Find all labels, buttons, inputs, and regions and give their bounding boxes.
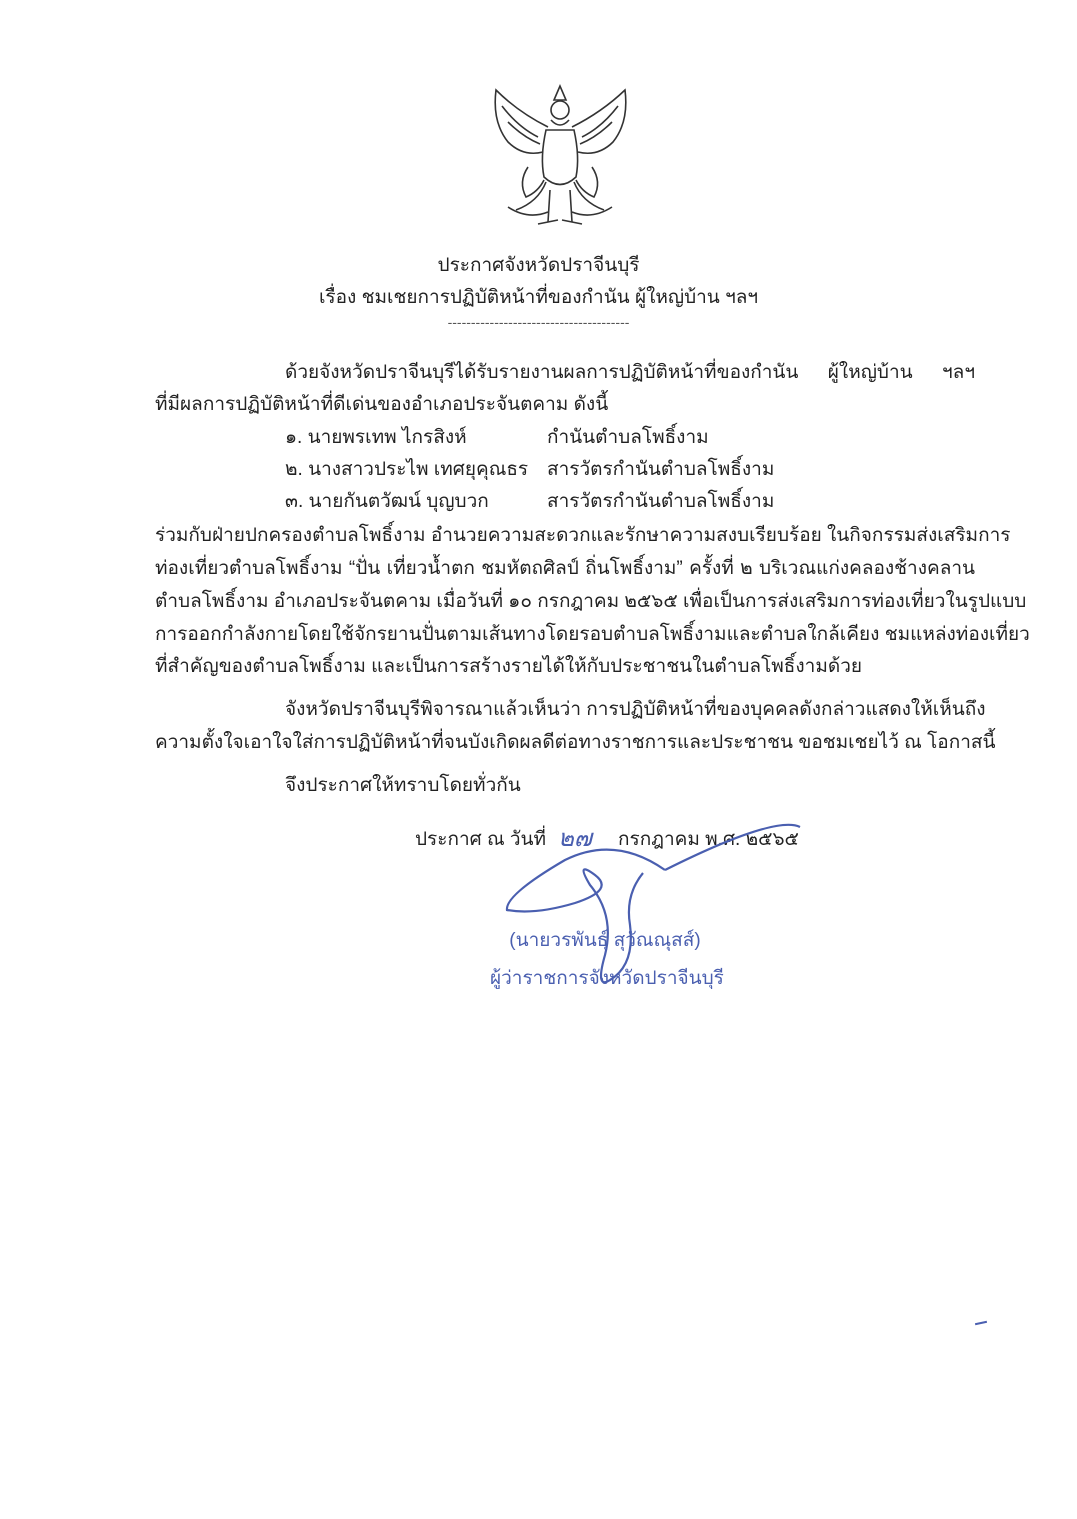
document-subject: เรื่อง ชมเชยการปฏิบัติหน้าที่ของกำนัน ผู้ใหญ่บ้าน ฯลฯ xyxy=(318,287,759,308)
person-role: สารวัตรกำนันตำบลโพธิ์งาม xyxy=(547,491,775,512)
paragraph2-line: ร่วมกับฝ่ายปกครองตำบลโพธิ์งาม อำนวยความสะดวกและรักษาความสงบเรียบร้อย ในกิจกรรมส่งเสริมการ xyxy=(155,525,1011,546)
divider: --------------------------------------- xyxy=(447,314,630,330)
person-name: ๑. นายพรเทพ ไกรสิงห์ xyxy=(285,427,467,448)
paragraph1-line: ด้วยจังหวัดปราจีนบุรีได้รับรายงานผลการปฏิบัติหน้าที่ของกำนัน ผู้ใหญ่บ้าน ฯลฯ xyxy=(285,362,975,383)
paragraph1-line: ที่มีผลการปฏิบัติหน้าที่ดีเด่นของอำเภอประจันตคาม ดังนี้ xyxy=(155,394,609,415)
ink-mark xyxy=(975,1321,987,1325)
document-title: ประกาศจังหวัดปราจีนบุรี xyxy=(437,255,640,276)
person-role: สารวัตรกำนันตำบลโพธิ์งาม xyxy=(547,459,775,480)
person-name: ๓. นายกันตวัฒน์ บุญบวก xyxy=(285,491,489,512)
person-role: กำนันตำบลโพธิ์งาม xyxy=(547,427,709,448)
paragraph2-line: การออกกำลังกายโดยใช้จักรยานปั่นตามเส้นทางโดยรอบตำบลโพธิ์งามและตำบลใกล้เคียง ชมแหล่งท่องเที่ยว xyxy=(155,624,1030,645)
paragraph2-line: ตำบลโพธิ์งาม อำเภอประจันตคาม เมื่อวันที่ ๑๐ กรกฎาคม ๒๕๖๕ เพื่อเป็นการส่งเสริมการท่องเที่ยวในรูปแบบ xyxy=(155,591,1027,612)
paragraph2-line: ที่สำคัญของตำบลโพธิ์งาม และเป็นการสร้างรายได้ให้กับประชาชนในตำบลโพธิ์งามด้วย xyxy=(155,656,863,677)
signatory-name: (นายวรพันธุ์ สุวัณณุสส์) xyxy=(509,930,701,951)
paragraph3-line: ความตั้งใจเอาใจใส่การปฏิบัติหน้าที่จนบังเกิดผลดีต่อทางราชการและประชาชน ขอชมเชยไว้ ณ โอกาสนี้ xyxy=(155,732,996,753)
paragraph2-line: ท่องเที่ยวตำบลโพธิ์งาม “ปั่น เที่ยวน้ำตก ชมหัตถศิลป์ ถิ่นโพธิ์งาม” ครั้งที่ ๒ บริเวณแก่งคลองช้างคลาน xyxy=(155,558,975,579)
date-suffix: กรกฎาคม พ.ศ. ๒๕๖๕ xyxy=(618,829,799,850)
garuda-emblem xyxy=(488,82,633,232)
person-name: ๒. นางสาวประไพ เทศยุคุณธร xyxy=(285,459,529,480)
date-day-handwritten: ๒๗ xyxy=(558,825,592,852)
date-prefix: ประกาศ ณ วันที่ xyxy=(415,829,547,850)
signatory-position: ผู้ว่าราชการจังหวัดปราจีนบุรี xyxy=(490,968,724,989)
closing-text: จึงประกาศให้ทราบโดยทั่วกัน xyxy=(285,775,521,796)
paragraph3-line: จังหวัดปราจีนบุรีพิจารณาแล้วเห็นว่า การปฏิบัติหน้าที่ของบุคคลดังกล่าวแสดงให้เห็นถึง xyxy=(285,699,986,720)
